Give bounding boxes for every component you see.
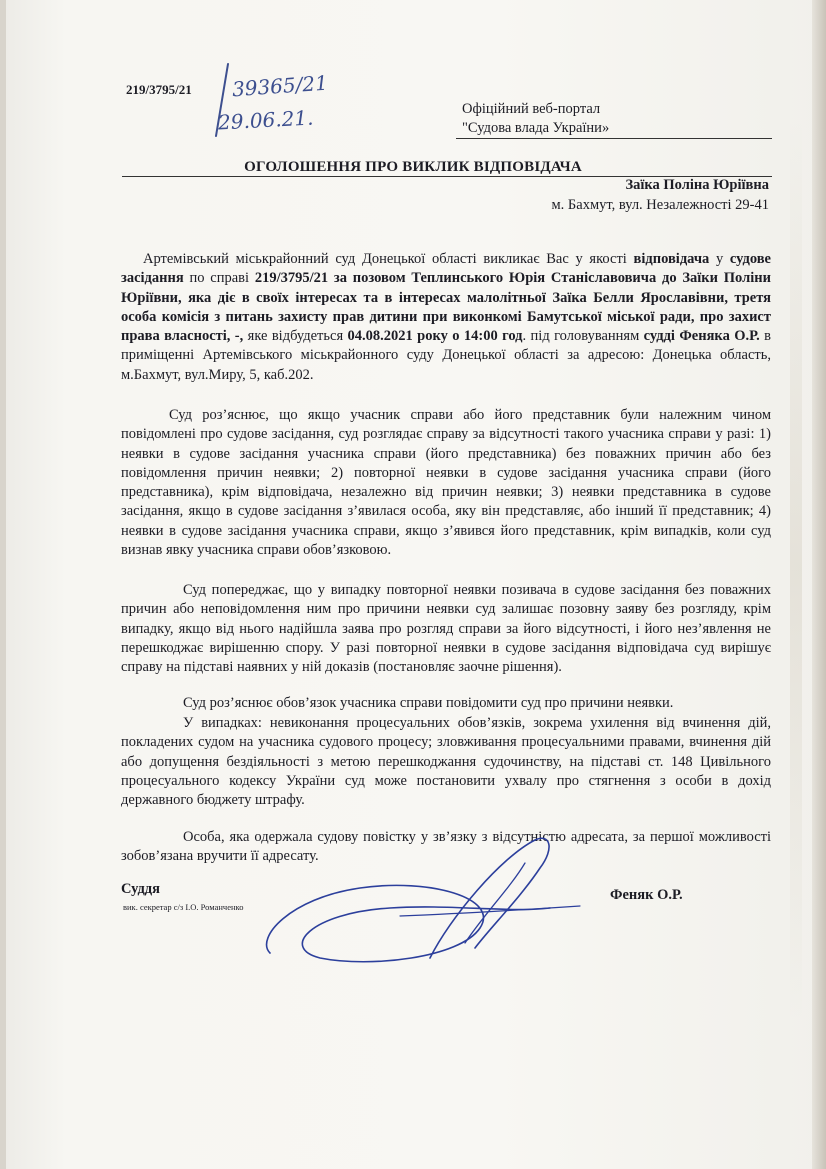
secretary-note: вик. секретар с/з І.О. Романченко bbox=[123, 902, 244, 912]
p1-text-a: Артемівський міськрайонний суд Донецької області викликає Вас у якості bbox=[143, 251, 634, 267]
p1-text-g: яке відбудеться bbox=[243, 328, 348, 345]
judge-label: Суддя bbox=[121, 881, 160, 897]
addressee-address: м. Бахмут, вул. Незалежності 29-41 bbox=[551, 197, 769, 213]
judge-name: Феняк О.Р. bbox=[610, 887, 683, 903]
penalty-paragraph: У випадках: невиконання процесуальних обов’язків, зокрема ухилення від вчинення дій, покладених судом на учасника судового процесу; зловживання процесуальними правами, вчинення дій або допущення бездіяльності з метою перешкоджання судочинству, на підставі ст. 148 Цивільного процесуального кодексу України суд може постановити ухвалу про стягнення з особи в дохід державного бюджету штрафу. bbox=[121, 715, 771, 809]
portal-block bbox=[462, 100, 609, 138]
delivery-paragraph: Особа, яка одержала судову повістку у зв’язку з відсутністю адресата, за першої можливості зобов’язана вручити її адресату. bbox=[121, 829, 771, 865]
absence-rules-paragraph: Суд роз’яснює, що якщо учасник справи або його представник були належним чином повідомлені про судове засідання, суд розглядає справу за відсутності такого учасника справи у разі: 1) неявки в судове засідання учасника справи (його представника) без поважних причин або без повідомлення причин неявки; 2) повторної неявки в судове засідання учасника справи (його представника), крім відповідача, незалежно від причин неявки; 3) неявки представника в судове засідання, якщо в судове засідання з’явилася особа, яку він представляє, або інший її представник; 4) неявки в судове засідання учасника справи, якщо з’явився його представник, крім випадків, коли суд визнав явку учасника справи обов’язковою. bbox=[121, 407, 771, 559]
p1-text-i: . під головуванням bbox=[522, 328, 644, 345]
portal-line-1: Офіційний веб-портал bbox=[462, 101, 601, 117]
page-title: ОГОЛОШЕННЯ ПРО ВИКЛИК ВІДПОВІДАЧА bbox=[244, 159, 582, 175]
handwritten-registration-number: 39365/21 bbox=[231, 70, 329, 102]
p1-text-e: по справі bbox=[183, 270, 255, 287]
summons-paragraph bbox=[121, 250, 771, 385]
p1-hearing-date: 04.08.2021 року о 14:00 год bbox=[347, 328, 523, 345]
case-number: 219/3795/21 bbox=[126, 82, 192, 97]
handwritten-registration-date: 29.06.21. bbox=[217, 105, 314, 135]
p1-judge: судді Феняка О.Р. bbox=[643, 328, 760, 345]
portal-underline bbox=[456, 138, 772, 139]
obligation-paragraph: Суд роз’яснює обов’язок учасника справи повідомити суд про причини неявки. bbox=[183, 695, 674, 711]
judge-signature bbox=[250, 818, 590, 978]
portal-line-2: "Судова влада України» bbox=[462, 120, 610, 136]
p1-location: в приміщенні Артемівського міськрайонного суду Донецької області за адресою: Донецька область, м.Бахмут, вул.Миру, 5, каб.202. bbox=[121, 328, 772, 383]
p1-role: відповідача bbox=[633, 251, 710, 267]
p1-hearing: судове засідання bbox=[121, 251, 771, 287]
paper-stain bbox=[790, 120, 802, 1020]
addressee-name: Заїка Поліна Юріївна bbox=[625, 177, 769, 193]
p1-case-description: 219/3795/21 за позовом Теплинського Юрія Станіславовича до Заїки Поліни Юріївни, яка діє в своїх інтересах та в інтересах малолітньої Заїка Белли Ярославівни, третя особа комісія з питань захисту прав дитини при виконкомі Бамутської міської ради, про захист права власності, -, bbox=[121, 270, 771, 345]
warning-paragraph: Суд попереджає, що у випадку повторної неявки позивача в судове засідання без поважних причин або неповідомлення ним про причини неявки суд залишає позовну заяву без розгляду, крім випадку, якщо від нього надійшла заява про розгляд справи за його відсутності, і його нез’явлення не перешкоджає вирішенню спору. У разі повторної неявки в судове засідання відповідача суд вирішує справу на підставі наявних у ній доказів (постановляє заочне рішення). bbox=[121, 582, 771, 676]
p1-text-c: у bbox=[709, 251, 730, 267]
